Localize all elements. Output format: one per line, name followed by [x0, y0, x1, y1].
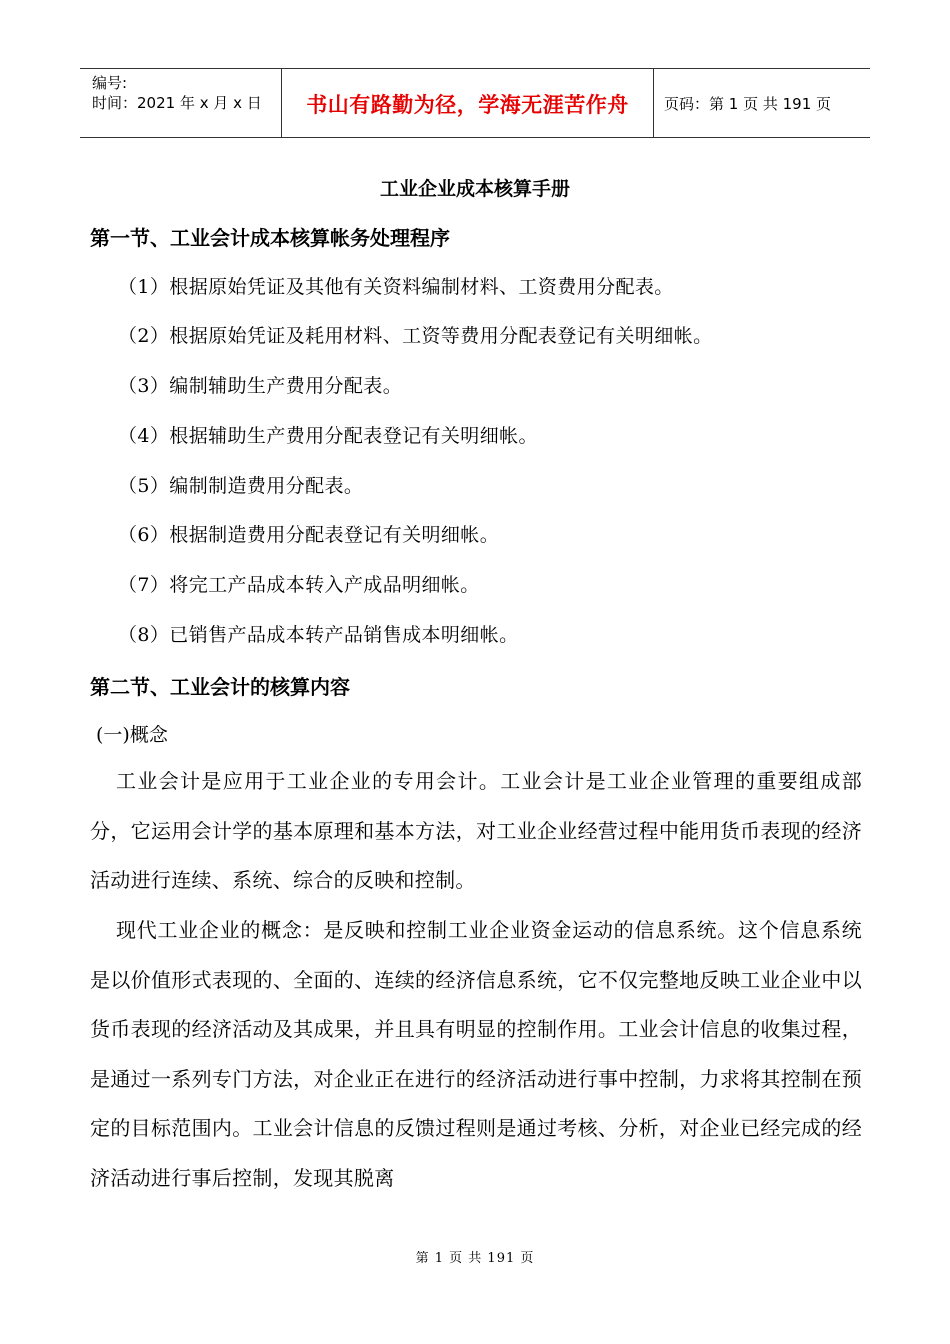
document-time-label: 时间：2021 年 x 月 x 日 — [92, 94, 262, 112]
list-item: （5）编制制造费用分配表。 — [118, 475, 364, 497]
section-2-heading: 第二节、工业会计的核算内容 — [90, 675, 350, 699]
header-table — [80, 68, 870, 138]
section-1-heading: 第一节、工业会计成本核算帐务处理程序 — [90, 226, 450, 250]
document-number-label: 编号: — [92, 74, 128, 92]
header-page-cell — [654, 69, 870, 137]
section-2-subheading: (一)概念 — [96, 724, 168, 746]
paragraph: 现代工业企业的概念：是反映和控制工业企业资金运动的信息系统。这个信息系统是以价值形式表现的、全面的、连续的经济信息系统，它不仅完整地反映工业企业中以货币表现的经济活动及其成果，并且具有明显的控制作用。工业会计信息的收集过程，是通过一系列专门方法，对企业正在进行的经济活动进行事中控制，力求将其控制在预定的目标范围内。工业会计信息的反馈过程则是通过考核、分析，对企业已经完成的经济活动进行事后控制，发现其脱离 — [90, 918, 862, 1190]
list-item: （4）根据辅助生产费用分配表登记有关明细帐。 — [118, 425, 538, 447]
header-page-info: 页码：第 1 页 共 191 页 — [664, 95, 832, 113]
list-item: （2）根据原始凭证及耗用材料、工资等费用分配表登记有关明细帐。 — [118, 325, 713, 347]
header-motto-cell — [282, 69, 654, 137]
document-title: 工业企业成本核算手册 — [379, 178, 570, 200]
list-item: （6）根据制造费用分配表登记有关明细帐。 — [118, 524, 500, 546]
list-item: （1）根据原始凭证及其他有关资料编制材料、工资费用分配表。 — [118, 276, 674, 298]
paragraph: 工业会计是应用于工业企业的专用会计。工业会计是工业企业管理的重要组成部分，它运用会计学的基本原理和基本方法，对工业企业经营过程中能用货币表现的经济活动进行连续、系统、综合的反映和控制。 — [90, 769, 862, 892]
header-left-cell — [80, 69, 282, 137]
list-item: （3）编制辅助生产费用分配表。 — [118, 375, 403, 397]
page-footer: 第 1 页 共 191 页 — [415, 1251, 535, 1266]
header-motto: 书山有路勤为径，学海无涯苦作舟 — [306, 93, 629, 117]
list-item: （8）已销售产品成本转产品销售成本明细帐。 — [118, 624, 519, 646]
list-item: （7）将完工产品成本转入产成品明细帐。 — [118, 574, 480, 596]
